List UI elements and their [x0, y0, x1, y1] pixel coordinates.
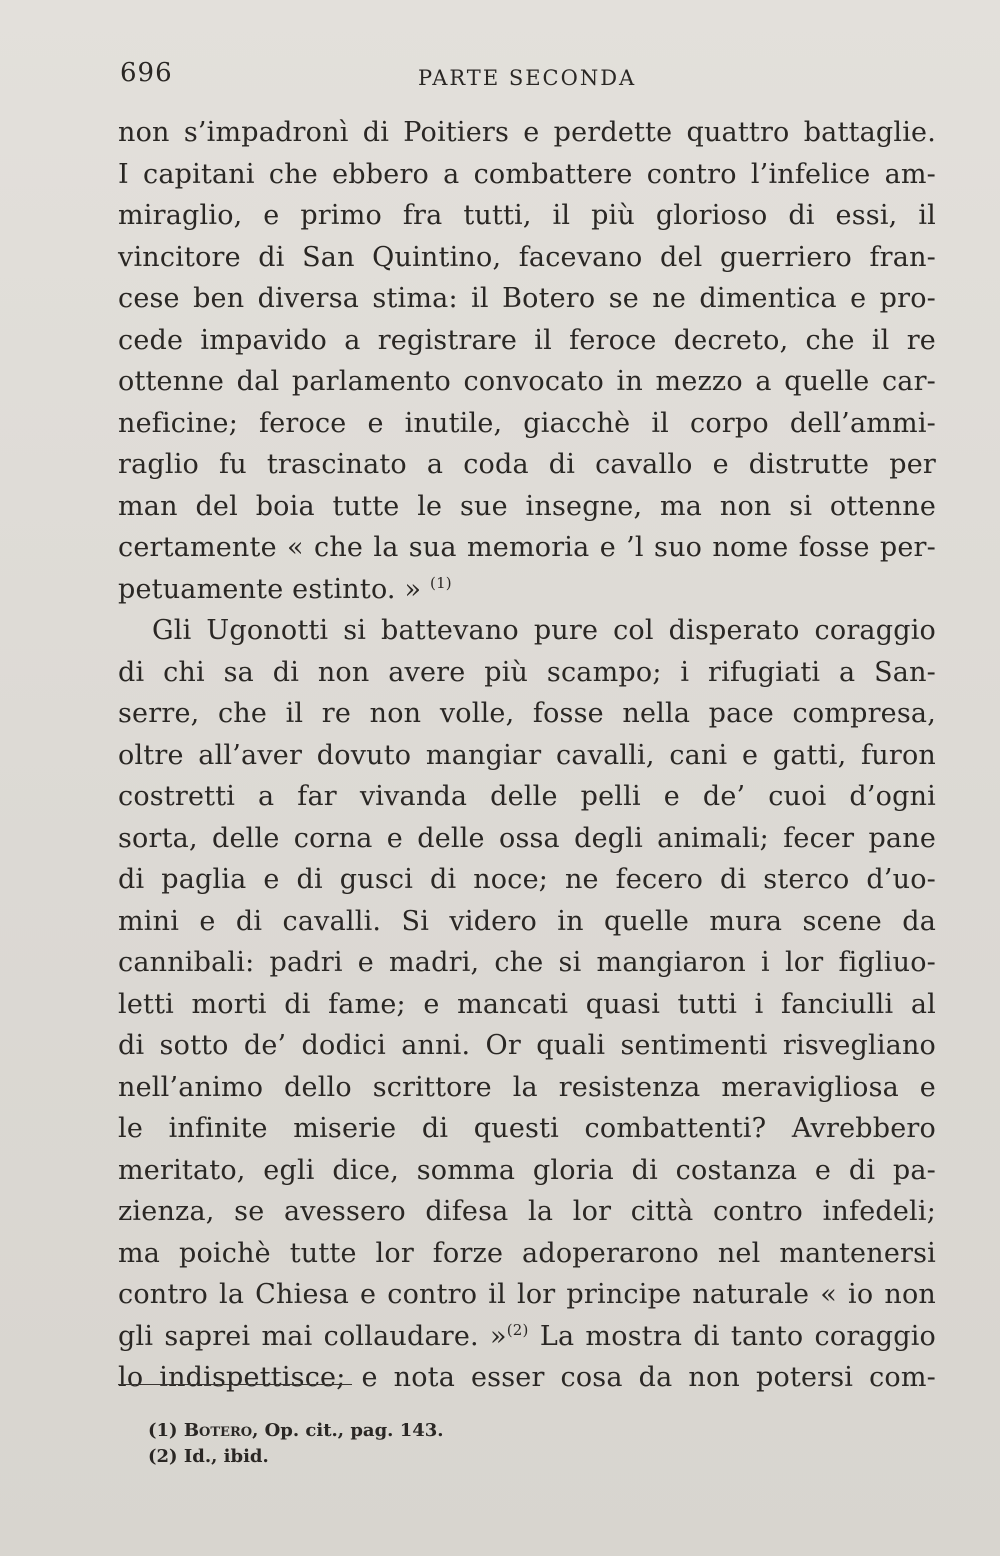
text-line: zienza, se avessero difesa la lor città contro infedeli; [118, 1196, 936, 1227]
text-line: letti morti di fame; e mancati quasi tutti i fanciulli al [118, 988, 936, 1020]
text-line: serre, che il re non volle, fosse nella pace compresa, [118, 698, 936, 729]
text-line [118, 1316, 936, 1358]
text-line: cede impavido a registrare il feroce decreto, che il re [118, 324, 936, 356]
text-line: neficine; feroce e inutile, giacchè il corpo dell’ammi- [118, 407, 936, 439]
text-line: ottenne dal parlamento convocato in mezzo a quelle car- [118, 366, 936, 397]
text-line: di paglia e di gusci di noce; ne fecero di sterco d’uo- [118, 864, 936, 895]
text-line: lo indispettisce; e nota esser cosa da non potersi com- [118, 1362, 936, 1393]
text-line: ma poichè tutte lor forze adoperarono nel mantenersi [118, 1237, 936, 1269]
body-text [118, 112, 936, 1399]
footnotes [148, 1418, 444, 1470]
text-line: mini e di cavalli. Si videro in quelle mura scene da [118, 905, 936, 937]
page-number: 696 [120, 58, 173, 88]
footnote-text: , Op. cit., pag. 143. [252, 1420, 444, 1441]
footnote-ref-2: (2) [506, 1320, 529, 1339]
text-line: di chi sa di non avere più scampo; i rifugiati a San- [118, 656, 936, 688]
text-line-content: petuamente estinto. » [118, 573, 422, 605]
footnote-1 [148, 1418, 444, 1444]
text-line: non s’impadronì di Poitiers e perdette quattro battaglie. [118, 117, 936, 148]
text-line: le infinite miserie di questi combattenti? Avrebbero [118, 1113, 936, 1144]
paragraph-start-line: Gli Ugonotti si battevano pure col disperato coraggio [152, 615, 936, 646]
text-line: I capitani che ebbero a combattere contro l’infelice am- [118, 158, 936, 190]
footnote-mark: (2) [148, 1446, 178, 1467]
text-line: contro la Chiesa e contro il lor principe naturale « io non [118, 1279, 936, 1310]
text-line: certamente « che la sua memoria e ’l suo nome fosse per- [118, 532, 936, 563]
text-line-content: gli saprei mai collaudare. » [118, 1320, 507, 1352]
footnote-mark: (1) [148, 1420, 178, 1441]
text-line: cannibali: padri e madri, che si mangiaron i lor figliuo- [118, 947, 936, 978]
footnote-author: Botero [183, 1420, 253, 1441]
text-line-content: La mostra di tanto coraggio [539, 1320, 936, 1352]
text-line: nell’animo dello scrittore la resistenza meravigliosa e [118, 1071, 936, 1103]
text-line: man del boia tutte le sue insegne, ma non si ottenne [118, 490, 936, 522]
text-line: cese ben diversa stima: il Botero se ne dimentica e pro- [118, 283, 936, 314]
page-header [0, 52, 1000, 96]
footnote-text: Id., ibid. [183, 1446, 269, 1467]
text-line: oltre all’aver dovuto mangiar cavalli, cani e gatti, furon [118, 739, 936, 771]
text-line: meritato, egli dice, somma gloria di costanza e di pa- [118, 1154, 936, 1186]
text-line [118, 569, 936, 611]
text-line: sorta, delle corna e delle ossa degli animali; fecer pane [118, 822, 936, 854]
running-head: PARTE SECONDA [418, 66, 637, 90]
text-line: vincitore di San Quintino, facevano del guerriero fran- [118, 241, 936, 273]
footnote-divider [118, 1384, 352, 1385]
text-line: di sotto de’ dodici anni. Or quali sentimenti risvegliano [118, 1030, 936, 1061]
text-line: raglio fu trascinato a coda di cavallo e distrutte per [118, 449, 936, 480]
footnote-ref-1: (1) [430, 573, 452, 592]
text-line: costretti a far vivanda delle pelli e de’ cuoi d’ogni [118, 781, 936, 812]
footnote-2 [148, 1444, 444, 1470]
text-line: miraglio, e primo fra tutti, il più glorioso di essi, il [118, 200, 936, 231]
